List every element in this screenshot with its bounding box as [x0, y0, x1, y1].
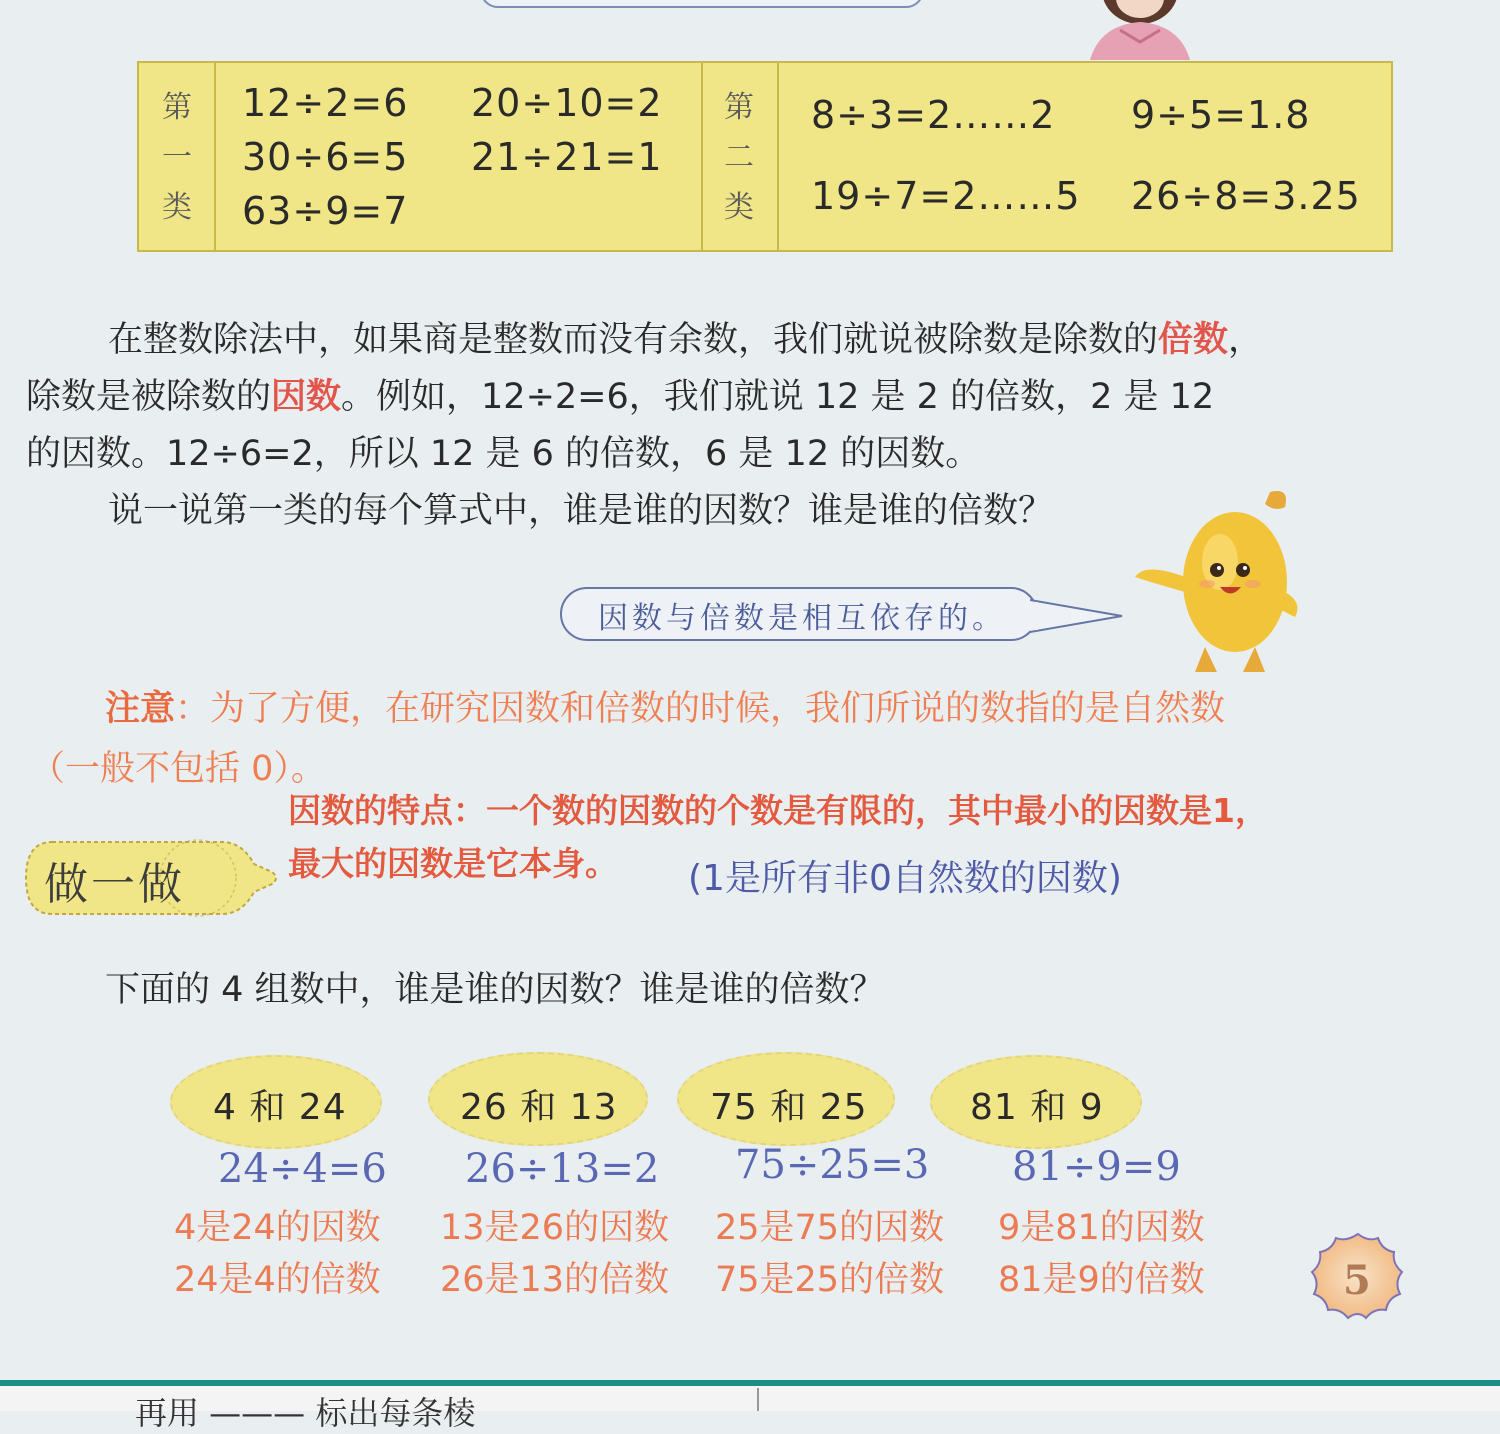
answer-multiple: 81是9的倍数 [998, 1260, 1205, 1300]
text: 除数是被除数的 [26, 377, 272, 417]
equation: 19÷7=2……5 [811, 174, 1081, 218]
answer-multiple: 75是25的倍数 [715, 1260, 945, 1300]
note-line-1 [105, 680, 1225, 738]
equation: 8÷3=2……2 [811, 93, 1056, 137]
answer-factor: 9是81的因数 [998, 1208, 1205, 1248]
table-divider [214, 63, 216, 250]
text: ：为了方便，在研究因数和倍数的时候，我们所说的数指的是自然数 [175, 689, 1226, 729]
equation: 20÷10=2 [471, 81, 663, 125]
definition-line-2 [26, 369, 1214, 426]
equation: 63÷9=7 [242, 189, 409, 233]
answer-factor: 13是26的因数 [440, 1208, 670, 1248]
equation: 12÷2=6 [242, 81, 409, 125]
equation: 9÷5=1.8 [1131, 93, 1311, 137]
term-multiple: 倍数 [1158, 320, 1229, 360]
answer-factor: 4是24的因数 [174, 1208, 381, 1248]
feature-line-1: 因数的特点：一个数的因数的个数是有限的，其中最小的因数是1， [288, 791, 1268, 830]
answer-equation: 24÷4=6 [218, 1146, 387, 1192]
equation: 30÷6=5 [242, 135, 409, 179]
exercise-question: 下面的 4 组数中，谁是谁的因数？谁是谁的倍数？ [105, 970, 885, 1010]
mascot-character [1125, 482, 1305, 682]
group1-label: 第 一 类 [162, 90, 192, 225]
prompt-line: 说一说第一类的每个算式中，谁是谁的因数？谁是谁的倍数？ [108, 491, 1054, 531]
text: 在整数除法中，如果商是整数而没有余数，我们就说被除数是除数的 [108, 320, 1159, 360]
number-pair-label: 26 和 13 [460, 1087, 618, 1128]
next-page-text-partial: 再用 ——— 标出每条棱 [135, 1394, 476, 1432]
answer-equation: 26÷13=2 [465, 1146, 660, 1192]
bubble-text: 因数与倍数是相互依存的。 [598, 601, 1006, 636]
answer-multiple: 24是4的倍数 [174, 1260, 381, 1300]
number-pair-label: 75 和 25 [710, 1087, 868, 1128]
text: ， [1228, 320, 1264, 360]
definition-line-3: 的因数。12÷6=2，所以 12 是 6 的倍数，6 是 12 的因数。 [26, 434, 981, 474]
page-number: 5 [1343, 1257, 1371, 1304]
activity-label: 做一做 [44, 859, 185, 910]
number-pair-label: 4 和 24 [213, 1087, 347, 1128]
term-factor: 因数 [271, 377, 342, 417]
definition-line-1 [108, 312, 1263, 369]
table-divider [701, 63, 703, 250]
top-speech-bubble-partial [480, 0, 924, 8]
handwritten-note: (1是所有非0自然数的因数) [688, 858, 1122, 899]
division-table [137, 61, 1393, 252]
girl-illustration-partial [1080, 0, 1200, 60]
answer-factor: 25是75的因数 [715, 1208, 945, 1248]
number-pair-label: 81 和 9 [970, 1087, 1104, 1128]
note-label: 注意 [105, 689, 176, 729]
answer-multiple: 26是13的倍数 [440, 1260, 670, 1300]
answer-equation: 75÷25=3 [735, 1142, 930, 1188]
feature-line-2: 最大的因数是它本身。 [288, 844, 618, 883]
table-divider [777, 63, 779, 250]
next-page-divider [757, 1388, 759, 1411]
note-line-2: （一般不包括 0）。 [30, 749, 326, 789]
equation: 21÷21=1 [471, 135, 663, 179]
equation: 26÷8=3.25 [1131, 174, 1361, 218]
group2-label: 第 二 类 [724, 90, 754, 225]
answer-equation: 81÷9=9 [1012, 1144, 1181, 1190]
speech-bubble-tail [1030, 596, 1130, 636]
text: 。例如，12÷2=6，我们就说 12 是 2 的倍数，2 是 12 [341, 377, 1215, 417]
